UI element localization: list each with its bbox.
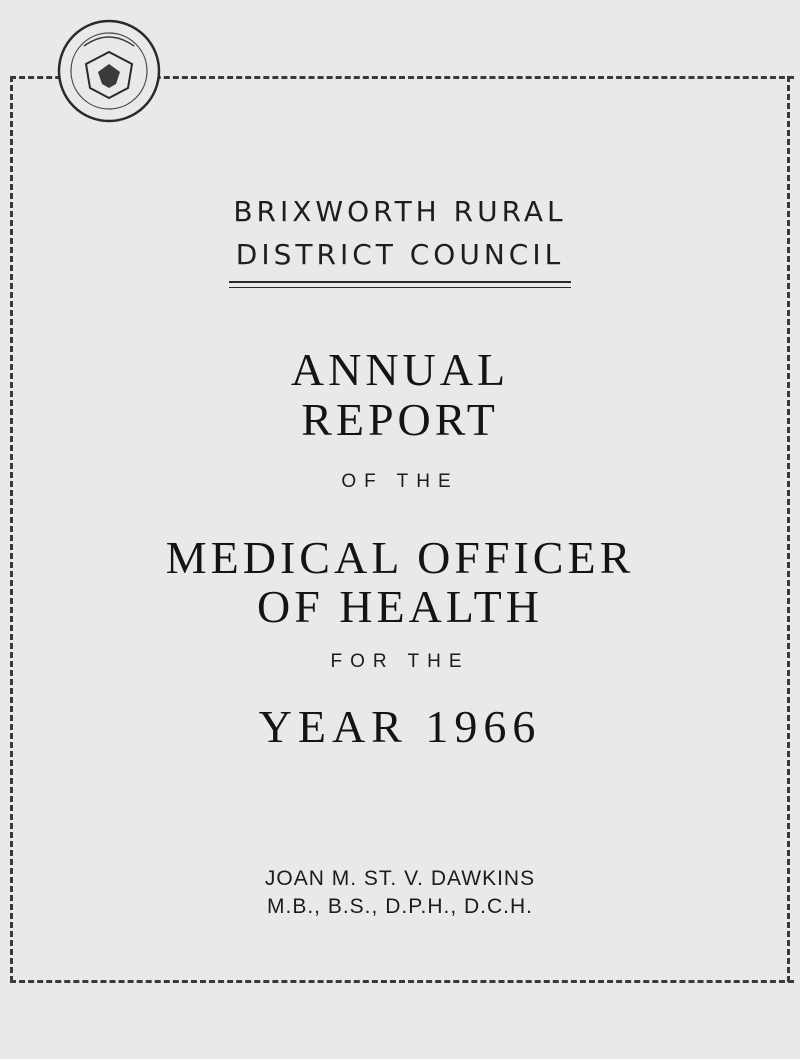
page-border-bottom [10, 980, 794, 983]
author-qualifications: M.B., B.S., D.P.H., D.C.H. [267, 895, 533, 918]
of-the-label: OF THE [341, 471, 459, 492]
council-seal [54, 16, 164, 126]
report-title-line1: ANNUAL [290, 344, 510, 395]
council-name-line2: DISTRICT COUNCIL [235, 238, 565, 271]
report-title-line2: REPORT [301, 394, 499, 445]
author-name: JOAN M. ST. V. DAWKINS [264, 867, 536, 890]
officer-title-line1: MEDICAL OFFICER [165, 532, 635, 583]
for-the-label: FOR THE [330, 651, 470, 672]
year-heading: YEAR 1966 [258, 701, 542, 752]
council-name-line1: BRIXWORTH RURAL [233, 195, 567, 228]
title-underline [229, 281, 571, 288]
officer-title-line2: OF HEALTH [256, 581, 544, 632]
